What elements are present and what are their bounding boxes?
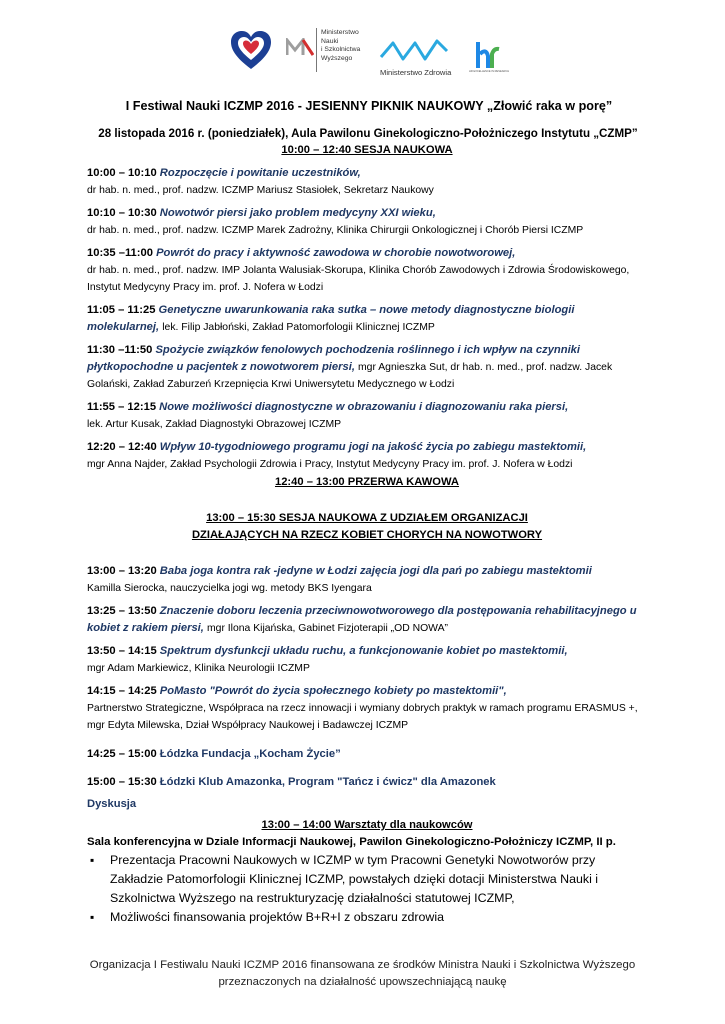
agenda-time: 13:50 – 14:15 <box>87 645 157 657</box>
page-title: I Festiwal Nauki ICZMP 2016 - JESIENNY PIKNIK NAUKOWY „Złowić raka w porę” <box>125 99 613 113</box>
agenda-item <box>87 643 647 677</box>
org-item-name: Łódzka Fundacja „Kocham Życie” <box>159 748 341 760</box>
agenda-talk-tail: , <box>357 167 361 179</box>
agenda-talk-title: Wpływ 10-tygodniowego programu jogi na jakość życia po zabiegu mastektomii <box>159 441 584 453</box>
program-content <box>87 98 647 927</box>
org-item <box>87 774 647 791</box>
agenda-item <box>87 399 647 433</box>
session1-items <box>87 165 647 473</box>
workshop-heading: 13:00 – 14:00 Warsztaty dla naukowców <box>261 819 473 831</box>
agenda-talk-title: Spektrum dysfunkcji układu ruchu, a funkcjonowanie kobiet po mastektomii <box>159 645 565 657</box>
event-dateline: 28 listopada 2016 r. (poniedziałek), Aula Pawilonu Ginekologiczno-Położniczego Instytutu „CZMP” <box>98 127 638 140</box>
agenda-speaker: mgr Ilona Kijańska, Gabinet Fizjoterapii „OD NOWA” <box>207 623 448 634</box>
agenda-talk-title: Nowe możliwości diagnostyczne w obrazowaniu i diagnozowaniu raka piersi <box>159 401 566 413</box>
agenda-talk-tail: , <box>156 321 160 333</box>
agenda-talk-tail: , <box>583 441 587 453</box>
workshop-bullet: ▪ Prezentacja Pracowni Naukowych w ICZMP w tym Pracowni Genetyki Nowotworów przy Zakładzie Patomorfologii Klinicznej ICZMP, powstałych dzięki dotacji Ministerstwa Nauki i Szkolnictwa Wyższego na restrukturyzację działalności statutowej ICZMP, <box>87 851 647 908</box>
workshop-bullets <box>87 851 647 927</box>
iczmp-heart-logo <box>229 30 273 72</box>
session2-items <box>87 563 647 734</box>
agenda-talk-title: Genetyczne uwarunkowania raka sutka – nowe metody diagnostyczne biologii molekularnej <box>87 304 575 333</box>
workshop-venue: Sala konferencyjna w Dziale Informacji Naukowej, Pawilon Ginekologiczno-Położniczy ICZMP, II p. <box>87 836 616 848</box>
mnisw-emblem-icon <box>286 38 314 56</box>
org-item-time: 15:00 – 15:30 <box>87 776 157 788</box>
agenda-speaker: mgr Agnieszka Sut, dr hab. n. med., prof. nadzw. Jacek Golański, Zakład Zaburzeń Krzepnięcia Krwi Uniwersytetu Medycznego w Łodzi <box>87 362 613 390</box>
agenda-time: 13:25 – 13:50 <box>87 605 157 617</box>
agenda-time: 10:10 – 10:30 <box>87 207 157 219</box>
agenda-talk-tail: , <box>503 685 507 697</box>
org-item-name: Łódzki Klub Amazonka, Program "Tańcz i ćwicz" dla Amazonek <box>159 776 496 788</box>
agenda-talk-tail: , <box>351 361 355 373</box>
agenda-item <box>87 205 647 239</box>
agenda-talk-tail: , <box>564 645 568 657</box>
session2-heading-line1: 13:00 – 15:30 SESJA NAUKOWA Z UDZIAŁEM ORGANIZACJI <box>206 512 528 524</box>
agenda-talk-title: PoMasto "Powrót do życia społecznego kobiety po mastektomii" <box>159 685 504 697</box>
agenda-talk-tail: , <box>200 622 204 634</box>
agenda-talk-title: Rozpoczęcie i powitanie uczestników <box>159 167 358 179</box>
hr-excellence-text: HR EXCELLENCE IN RESEARCH <box>469 70 510 73</box>
break-heading: 12:40 – 13:00 PRZERWA KAWOWA <box>274 476 460 488</box>
agenda-time: 11:05 – 11:25 <box>87 304 156 316</box>
agenda-speaker: Kamilla Sierocka, nauczycielka jogi wg. metody BKS Iyengara <box>87 583 372 594</box>
agenda-time: 12:20 – 12:40 <box>87 441 157 453</box>
agenda-item <box>87 342 647 393</box>
agenda-item <box>87 563 647 597</box>
agenda-item <box>87 165 647 199</box>
agenda-speaker: lek. Artur Kusak, Zakład Diagnostyki Obrazowej ICZMP <box>87 419 342 430</box>
agenda-item <box>87 603 647 637</box>
org-item <box>87 746 647 763</box>
agenda-time: 10:35 –11:00 <box>87 247 153 259</box>
agenda-talk-title: Spożycie związków fenolowych pochodzenia roślinnego i ich wpływ na czynniki płytkopochodne u pacjentek z nowotworem piersi <box>87 344 581 373</box>
agenda-time: 14:15 – 14:25 <box>87 685 157 697</box>
agenda-speaker: dr hab. n. med., prof. nadzw. ICZMP Marek Zadrożny, Klinika Chirurgii Onkologicznej i Chorób Piersi ICZMP <box>87 225 584 236</box>
agenda-item <box>87 683 647 734</box>
agenda-time: 11:55 – 12:15 <box>87 401 157 413</box>
agenda-item <box>87 439 647 473</box>
agenda-time: 11:30 –11:50 <box>87 344 153 356</box>
agenda-speaker: lek. Filip Jabłoński, Zakład Patomorfologii Klinicznej ICZMP <box>162 322 435 333</box>
session1-heading: 10:00 – 12:40 SESJA NAUKOWA <box>281 144 453 156</box>
agenda-talk-tail: , <box>565 401 569 413</box>
agenda-speaker: mgr Anna Najder, Zakład Psychologii Zdrowia i Pracy, Instytut Medycyny Pracy im. prof. J. Nofera w Łodzi <box>87 459 573 470</box>
ministerstwo-zdrowia-logo <box>379 37 449 65</box>
discussion-label: Dyskusja <box>87 798 137 810</box>
agenda-speaker: Partnerstwo Strategiczne, Współpraca na rzecz innowacji i wymiany dobrych praktyk w ramach programu ERASMUS +, mgr Edyta Milewska, Dział Współpracy Naukowej i Badawczej ICZMP <box>87 703 638 731</box>
logo-divider <box>316 28 317 72</box>
agenda-talk-title: Powrót do pracy i aktywność zawodowa w chorobie nowotworowej <box>156 247 513 259</box>
agenda-talk-title: Nowotwór piersi jako problem medycyny XXI wieku <box>159 207 433 219</box>
agenda-item <box>87 245 647 296</box>
agenda-talk-title: Znaczenie doboru leczenia przeciwnowotworowego dla postępowania rehabilitacyjnego u kobiet z rakiem piersi <box>87 605 637 634</box>
agenda-speaker: mgr Adam Markiewicz, Klinika Neurologii ICZMP <box>87 663 310 674</box>
ministerstwo-zdrowia-text: Ministerstwo Zdrowia <box>380 68 452 77</box>
workshop-bullet: ▪ Możliwości finansowania projektów B+R+I z obszaru zdrowia <box>87 908 647 927</box>
funding-footer: Organizacja I Festiwalu Nauki ICZMP 2016 finansowana ze środków Ministra Nauki i Szkolnictwa Wyższego przeznaczonych na działalność upowszechniającą naukę <box>89 959 636 988</box>
org-item-time: 14:25 – 15:00 <box>87 748 157 760</box>
logo-bar <box>0 28 725 84</box>
agenda-talk-tail: , <box>432 207 436 219</box>
agenda-talk-tail: , <box>512 247 516 259</box>
agenda-time: 10:00 – 10:10 <box>87 167 157 179</box>
agenda-speaker: dr hab. n. med., prof. nadzw. ICZMP Mariusz Stasiołek, Sekretarz Naukowy <box>87 185 434 196</box>
agenda-talk-title: Baba joga kontra rak -jedyne w Łodzi zajęcia jogi dla pań po zabiegu mastektomii <box>159 565 592 577</box>
agenda-item <box>87 302 647 336</box>
session2-heading-line2: DZIAŁAJĄCYCH NA RZECZ KOBIET CHORYCH NA NOWOTWORY <box>191 529 543 541</box>
agenda-time: 13:00 – 13:20 <box>87 565 157 577</box>
workshop-venue-text: Sala konferencyjna w Dziale Informacji Naukowej, Pawilon Ginekologiczno-Położniczy ICZMP, II p <box>87 836 613 848</box>
hr-excellence-logo <box>474 40 500 70</box>
mnisw-logo-text: Ministerstwo Nauki i Szkolnictwa Wyższego <box>321 29 361 62</box>
agenda-speaker: dr hab. n. med., prof. nadzw. IMP Jolanta Walusiak-Skorupa, Klinika Chorób Zawodowych i Zdrowia Środowiskowego, Instytut Medycyny Pracy im. prof. J. Nofera w Łodzi <box>87 265 630 293</box>
